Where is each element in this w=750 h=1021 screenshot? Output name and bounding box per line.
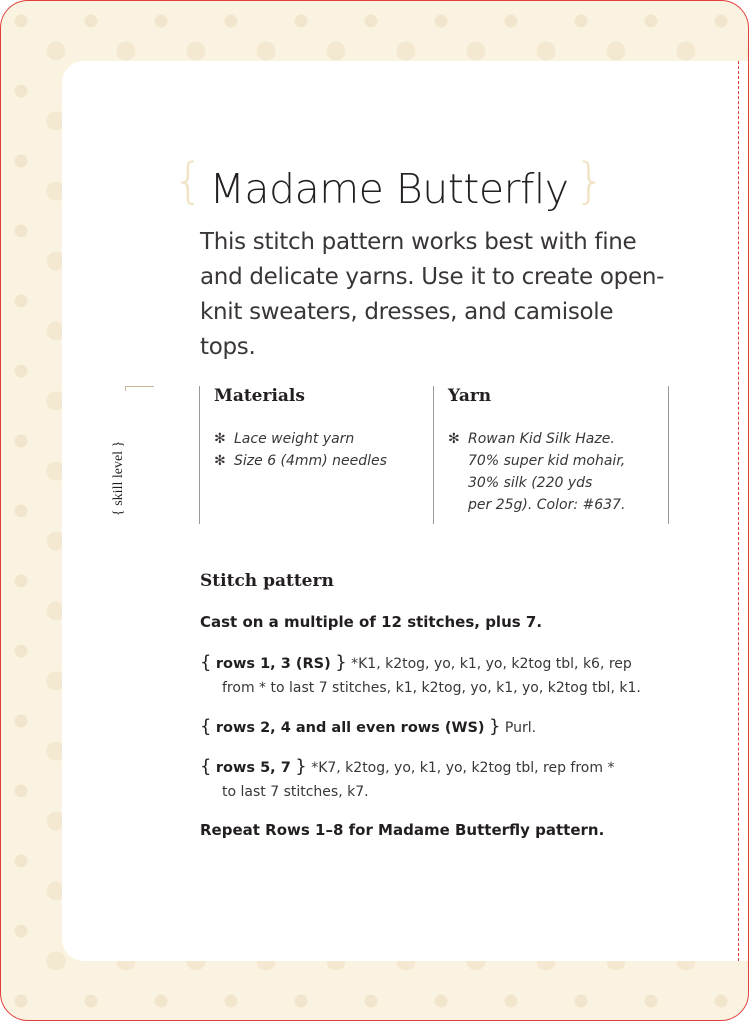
yarn-heading: Yarn [448,386,492,406]
skill-level-marker [105,386,149,526]
row-label: rows 5, 7 [215,760,291,776]
row-text: Purl. [504,720,537,736]
yarn-divider [433,386,434,524]
skill-corner-line [125,386,154,391]
materials-divider [199,386,200,524]
yarn-item: ✻ Rowan Kid Silk Haze. 70% super kid mohair, 30% silk (220 yds per 25g). Color: #637. [448,428,625,516]
skill-brace-open: { [111,509,126,516]
title-row [173,153,606,219]
row-instruction: { rows 2, 4 and all even rows (WS) } Purl. [200,716,537,737]
repeat-instruction: Repeat Rows 1–8 for Madame Butterfly pattern. [200,821,605,839]
brace-open-decoration: { [173,153,204,209]
materials-heading: Materials [214,386,305,406]
asterisk-icon: ✻ [448,431,460,447]
yarn-right-divider [668,386,669,524]
perforation-line [738,61,739,961]
row-text-continued: from * to last 7 stitches, k1, k2tog, yo, k1, yo, k2tog tbl, k1. [222,680,641,696]
asterisk-icon: ✻ [214,431,226,447]
yarn-section [448,386,625,516]
stitch-pattern-heading: Stitch pattern [200,571,334,591]
row-label: rows 1, 3 (RS) [215,656,331,672]
materials-item: ✻ Size 6 (4mm) needles [214,450,387,472]
intro-text: This stitch pattern works best with fine and delicate yarns. Use it to create open-knit sweaters, dresses, and camisole tops. [200,229,665,360]
skill-level-text: skill level [111,450,126,506]
row-instruction: { rows 1, 3 (RS) } *K1, k2tog, yo, k1, yo, k2tog tbl, k6, rep from * to last 7 stitches, k1, k2tog, yo, k1, yo, k2tog tbl, k1. [200,651,641,700]
asterisk-icon: ✻ [214,453,226,469]
materials-section [214,386,387,472]
brace-close-decoration: } [574,153,606,209]
row-instruction: { rows 5, 7 } *K7, k2tog, yo, k1, yo, k2tog tbl, rep from * to last 7 stitches, k7. [200,755,614,804]
row-text: *K7, k2tog, yo, k1, yo, k2tog tbl, rep from * [311,760,615,776]
skill-brace-close: } [111,440,126,448]
materials-item: ✻ Lace weight yarn [214,428,387,450]
row-text-continued: to last 7 stitches, k7. [222,784,369,800]
row-text: *K1, k2tog, yo, k1, yo, k2tog tbl, k6, rep [351,656,632,672]
cast-on-instruction: Cast on a multiple of 12 stitches, plus 7. [200,613,543,631]
row-label: rows 2, 4 and all even rows (WS) [215,720,485,736]
page-title: Madame Butterfly [209,165,569,213]
skill-level-label [111,441,127,516]
